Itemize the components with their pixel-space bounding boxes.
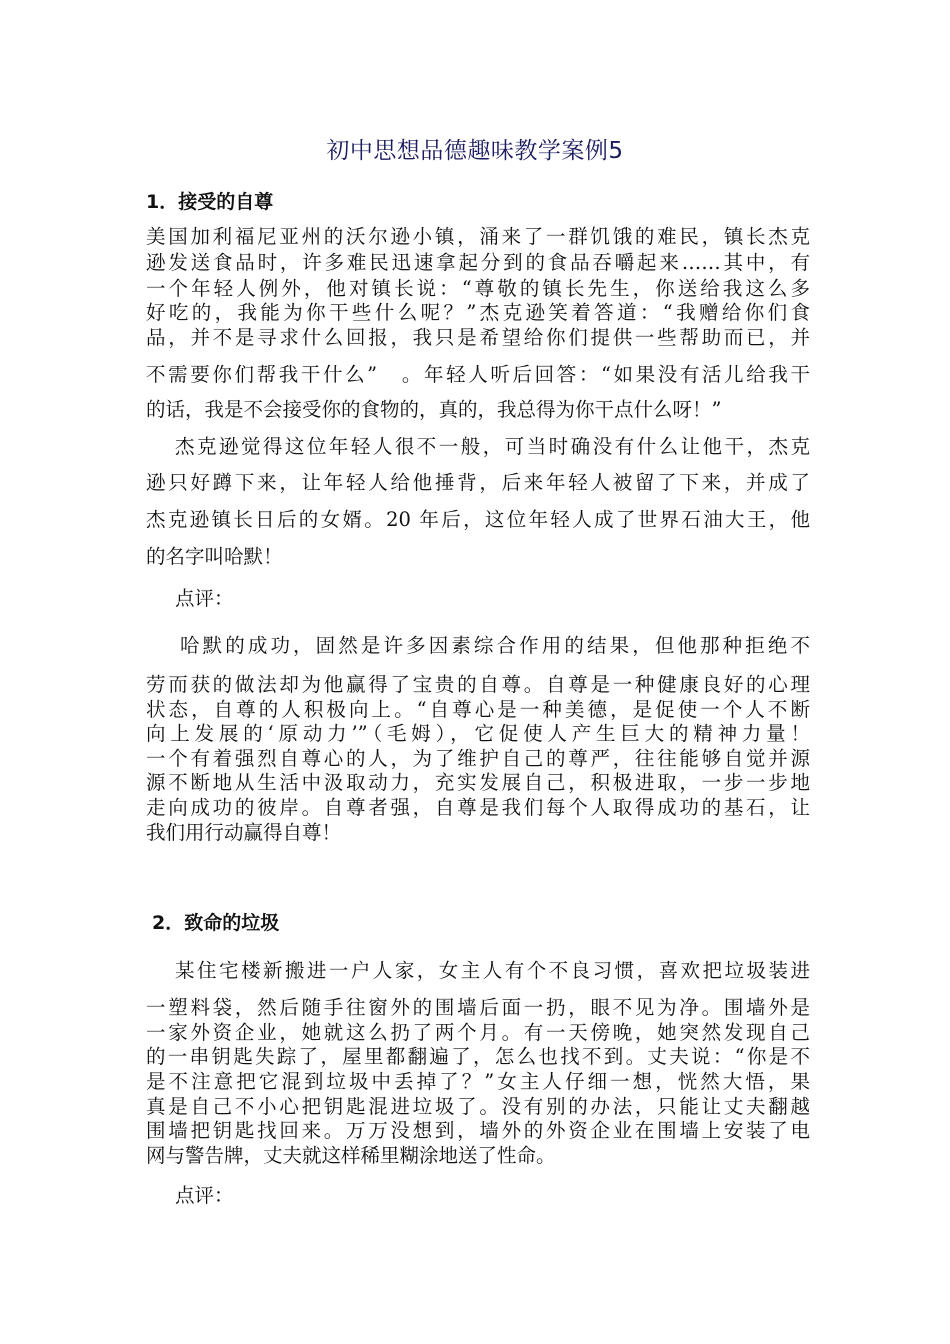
paragraph-line: 不需要你们帮我干什么” 。年轻人听后回答：“如果没有活儿给我干	[146, 363, 810, 386]
paragraph-line: 源不断地从生活中汲取动力，充实发展自己，积极进取，一步一步地	[146, 771, 810, 794]
paragraph-line: 一个年轻人例外，他对镇长说：“尊敬的镇长先生，你送给我这么多	[146, 277, 810, 300]
paragraph-line: 某住宅楼新搬进一户人家，女主人有个不良习惯，喜欢把垃圾装进	[175, 959, 810, 982]
document-title: 初中思想品德趣味教学案例5	[326, 138, 624, 164]
paragraph-line: 真是自己不小心把钥匙混进垃圾了。没有别的办法，只能让丈夫翻越	[146, 1095, 810, 1118]
paragraph-line: 杰克逊镇长日后的女婿。20 年后，这位年轻人成了世界石油大王，他	[146, 508, 810, 531]
paragraph-line: 向上发展的‘原动力’”（毛姆），它促使人产生巨大的精神力量！	[146, 722, 810, 745]
paragraph-line: 一个有着强烈自尊心的人，为了维护自己的尊严，往往能够自觉并源	[146, 747, 810, 770]
paragraph-line: 的名字叫哈默！	[146, 545, 283, 568]
section-heading-2: 2．致命的垃圾	[152, 912, 280, 934]
paragraph-line: 一家外资企业，她就这么扔了两个月。有一天傍晚，她突然发现自己	[146, 1021, 810, 1044]
paragraph-line: 逊只好蹲下来，让年轻人给他捶背，后来年轻人被留了下来，并成了	[146, 471, 810, 494]
paragraph-line: 一塑料袋，然后随手往窗外的围墙后面一扔，眼不见为净。围墙外是	[146, 996, 810, 1019]
paragraph-line: 网与警告牌，丈夫就这样稀里糊涂地送了性命。	[146, 1144, 556, 1167]
comment-label: 点评：	[175, 587, 234, 610]
paragraph-line: 好吃的，我能为你干些什么呢？”杰克逊笑着答道：“我赠给你们食	[146, 301, 810, 324]
paragraph-line: 围墙把钥匙找回来。万万没想到，墙外的外资企业在围墙上安装了电	[146, 1119, 810, 1142]
paragraph-line: 哈默的成功，固然是许多因素综合作用的结果，但他那种拒绝不	[180, 634, 810, 657]
paragraph-line: 状态，自尊的人积极向上。“自尊心是一种美德，是促使一个人不断	[146, 698, 810, 721]
paragraph-line: 逊发送食品时，许多难民迅速拿起分到的食品吞嚼起来……其中，有	[146, 251, 810, 274]
paragraph-line: 杰克逊觉得这位年轻人很不一般，可当时确没有什么让他干，杰克	[175, 435, 810, 458]
comment-label: 点评：	[175, 1184, 234, 1207]
paragraph-line: 的话，我是不会接受你的食物的，真的，我总得为你干点什么呀！”	[146, 398, 722, 421]
paragraph-line: 品，并不是寻求什么回报，我只是希望给你们提供一些帮助而已，并	[146, 326, 810, 349]
paragraph-line: 走向成功的彼岸。自尊者强，自尊是我们每个人取得成功的基石，让	[146, 796, 810, 819]
paragraph-line: 美国加利福尼亚州的沃尔逊小镇，涌来了一群饥饿的难民，镇长杰克	[146, 225, 810, 248]
section-heading-1: 1．接受的自尊	[146, 191, 274, 213]
paragraph-line: 我们用行动赢得自尊！	[146, 821, 342, 844]
paragraph-line: 的一串钥匙失踪了，屋里都翻遍了，怎么也找不到。丈夫说：“你是不	[146, 1045, 810, 1068]
paragraph-line: 劳而获的做法却为他赢得了宝贵的自尊。自尊是一种健康良好的心理	[146, 673, 810, 696]
paragraph-line: 是不注意把它混到垃圾中丢掉了？”女主人仔细一想，恍然大悟，果	[146, 1070, 810, 1093]
